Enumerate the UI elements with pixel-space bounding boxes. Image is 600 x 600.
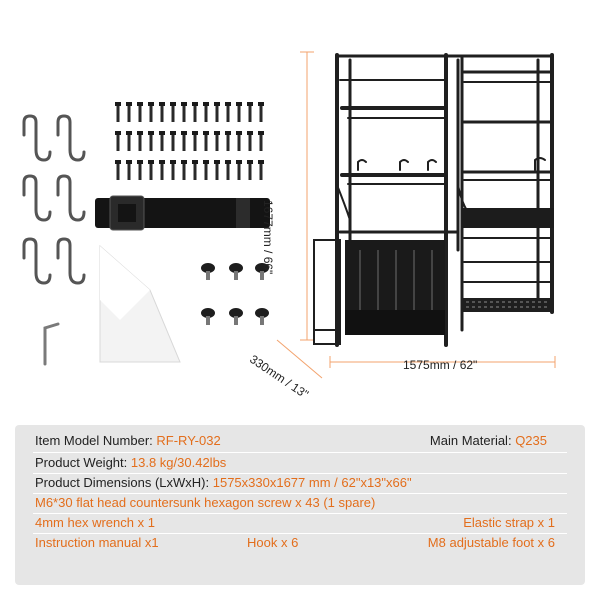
mesh-hole: [484, 306, 487, 308]
mesh-hole: [514, 306, 517, 308]
screw-icon: [258, 160, 264, 180]
instruction-manual-icon: [100, 246, 180, 362]
screw-icon: [137, 102, 143, 122]
screw-icon: [159, 160, 165, 180]
screw-icon: [126, 160, 132, 180]
screw-icon: [170, 160, 176, 180]
mesh-hole: [532, 306, 535, 308]
width-dimension-label: 1575mm / 62": [403, 358, 478, 372]
screw-icon: [192, 160, 198, 180]
mesh-hole: [490, 301, 493, 303]
screw-icon: [247, 131, 253, 151]
mesh-hole: [502, 301, 505, 303]
mesh-hole: [466, 306, 469, 308]
screw-icon: [159, 102, 165, 122]
screw-icon: [203, 160, 209, 180]
spec-row-weight: [35, 453, 565, 473]
product-dimensions-value: 1575x330x1677 mm / 62"x13"x66": [212, 475, 412, 490]
mesh-hole: [514, 301, 517, 303]
hook-icon: [24, 116, 84, 283]
screw-icon: [247, 160, 253, 180]
mesh-hole: [472, 306, 475, 308]
rack-basket: [345, 240, 445, 335]
screw-icon: [126, 131, 132, 151]
screw-icon: [181, 131, 187, 151]
screw-icon: [258, 102, 264, 122]
screw-icon: [159, 131, 165, 151]
screw-icon: [137, 160, 143, 180]
screw-icon: [236, 131, 242, 151]
elastic-strap-item: Elastic strap x 1: [463, 515, 555, 530]
screw-icon: [214, 131, 220, 151]
adjustable-foot-icon: [229, 263, 243, 280]
mesh-hole: [544, 301, 547, 303]
adjustable-foot-icon: [229, 308, 243, 325]
spec-row-model-material: [35, 431, 565, 451]
mesh-hole: [496, 306, 499, 308]
screw-icon: [236, 160, 242, 180]
screw-icon: [148, 102, 154, 122]
mesh-hole: [484, 301, 487, 303]
elastic-strap-icon: [95, 196, 270, 230]
specifications-panel: [15, 425, 585, 585]
screw-icon: [126, 102, 132, 122]
adjustable-foot-icon: [201, 263, 215, 280]
screw-icon: [192, 102, 198, 122]
mesh-hole: [478, 301, 481, 303]
screw-icon: [225, 102, 231, 122]
rack-bottom-shelf: [462, 298, 554, 312]
mesh-hole: [508, 301, 511, 303]
screw-icon: [236, 102, 242, 122]
screw-icon: [115, 102, 121, 122]
mesh-hole: [538, 306, 541, 308]
screw-icon-group: [115, 102, 264, 180]
spec-row-dimensions: [35, 473, 565, 493]
model-number-label: Item Model Number:: [35, 433, 153, 448]
mesh-hole: [466, 301, 469, 303]
screw-icon: [148, 160, 154, 180]
screw-icon: [225, 131, 231, 151]
screw-icon: [115, 160, 121, 180]
screw-icon: [203, 131, 209, 151]
mesh-hole: [478, 306, 481, 308]
screw-icon: [181, 160, 187, 180]
mesh-hole: [532, 301, 535, 303]
screw-icon: [170, 102, 176, 122]
hex-wrench-item: 4mm hex wrench x 1: [35, 515, 155, 530]
mesh-hole: [520, 301, 523, 303]
spec-row-manual-hook-foot: [35, 533, 565, 553]
mesh-hole: [496, 301, 499, 303]
main-material-label: Main Material:: [429, 433, 512, 448]
rack-strap-band: [462, 208, 554, 228]
hex-wrench-icon: [45, 324, 58, 364]
mesh-hole: [520, 306, 523, 308]
screw-icon: [170, 131, 176, 151]
spec-row-screws: [35, 493, 565, 513]
screw-icon: [203, 102, 209, 122]
product-weight-value: 13.8 kg/30.42lbs: [130, 455, 227, 470]
adjustable-foot-icon-group: [201, 263, 269, 325]
adjustable-foot-item: M8 adjustable foot x 6: [427, 535, 555, 550]
mesh-hole: [508, 306, 511, 308]
mesh-hole: [502, 306, 505, 308]
height-dimension-label: 1677mm / 66": [261, 200, 275, 275]
mesh-hole: [544, 306, 547, 308]
hook-item: Hook x 6: [247, 535, 299, 550]
mesh-hole: [490, 306, 493, 308]
screw-icon: [115, 131, 121, 151]
adjustable-foot-icon: [201, 308, 215, 325]
mesh-hole: [538, 301, 541, 303]
screw-icon: [192, 131, 198, 151]
instruction-manual-item: Instruction manual x1: [35, 535, 159, 550]
screw-icon: [247, 102, 253, 122]
depth-dimension-label: 330mm / 13": [247, 352, 312, 402]
screw-icon: [214, 102, 220, 122]
screw-icon: [214, 160, 220, 180]
screw-icon: [181, 102, 187, 122]
product-weight-label: Product Weight:: [35, 455, 128, 470]
screw-icon: [225, 160, 231, 180]
screw-icon: [258, 131, 264, 151]
spec-row-wrench-strap: [35, 513, 565, 533]
screw-icon: [137, 131, 143, 151]
product-dimensions-label: Product Dimensions (LxWxH):: [35, 475, 210, 490]
mesh-hole: [526, 306, 529, 308]
mesh-hole: [526, 301, 529, 303]
model-number-value: RF-RY-032: [156, 433, 221, 448]
screw-item: M6*30 flat head countersunk hexagon screw x 43 (1 spare): [35, 495, 376, 510]
main-material-value: Q235: [515, 433, 547, 448]
screw-icon: [148, 131, 154, 151]
adjustable-foot-icon: [255, 308, 269, 325]
mesh-hole: [472, 301, 475, 303]
